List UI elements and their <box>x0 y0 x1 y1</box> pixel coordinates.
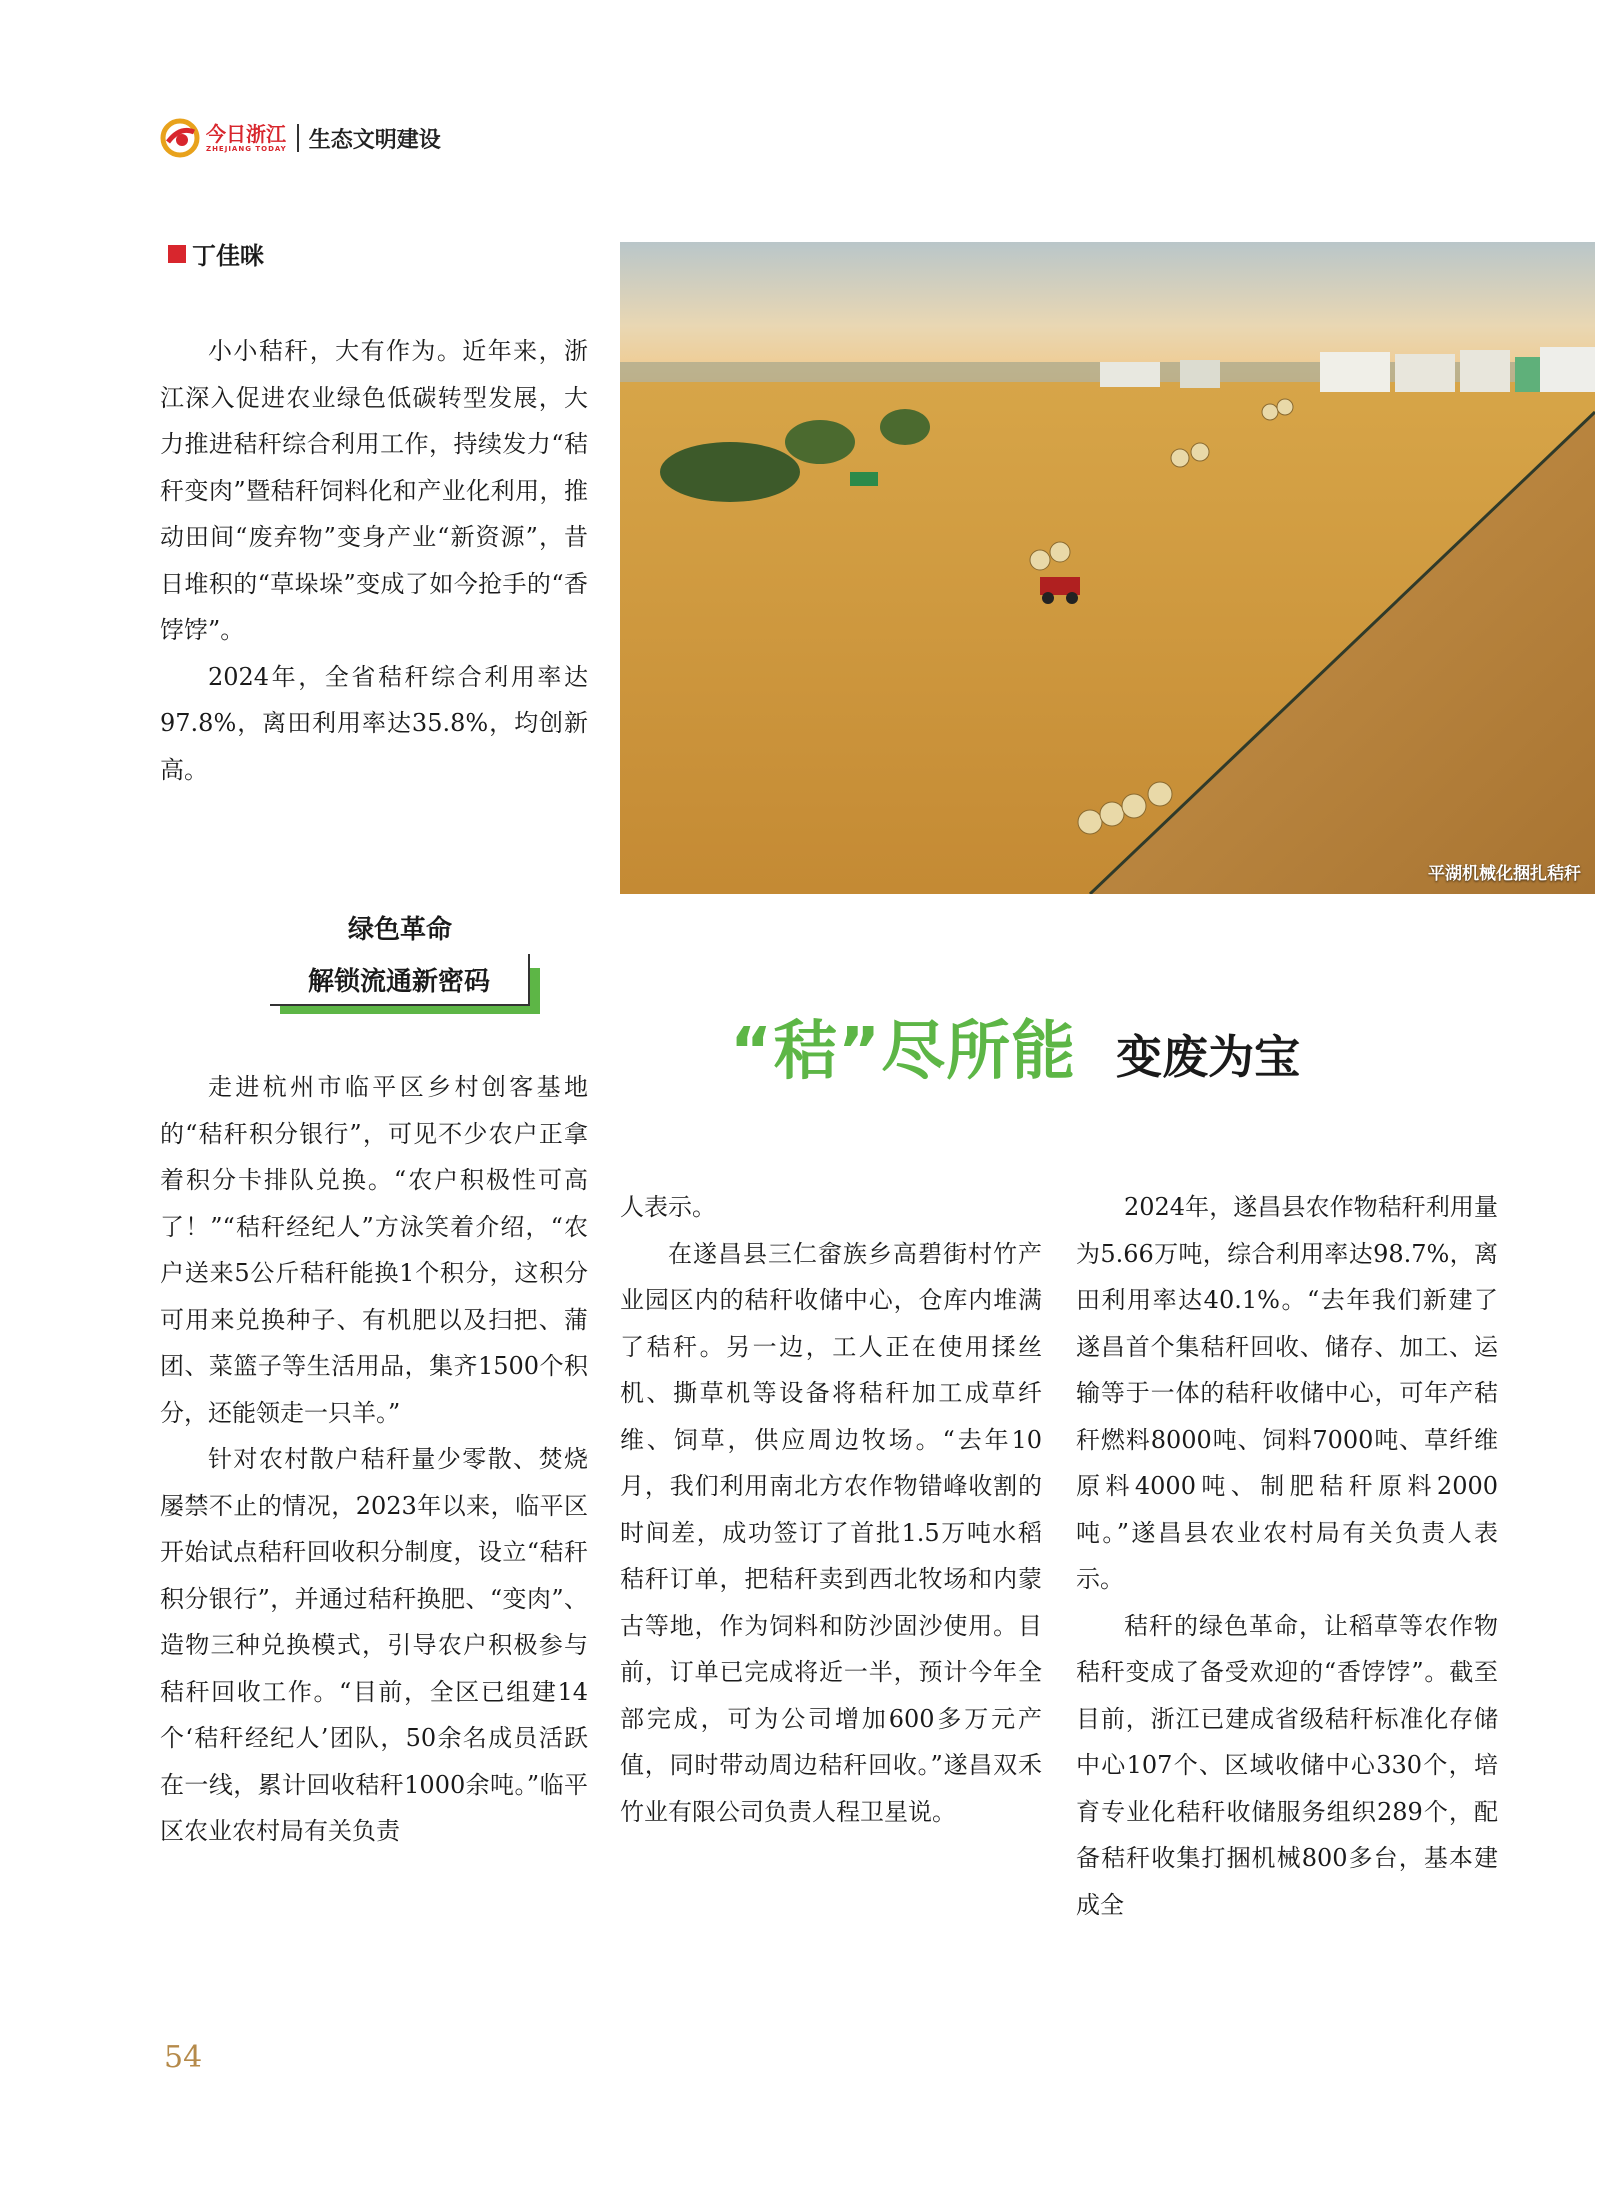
subheading-line1: 绿色革命 <box>347 915 452 945</box>
subheading-frame <box>270 954 530 1006</box>
photo-caption: 平湖机械化捆扎秸秆 <box>1428 864 1581 884</box>
author-name: 丁佳咪 <box>192 242 264 270</box>
column-2 <box>620 1184 1042 1835</box>
body-paragraph: 秸秆的绿色革命，让稻草等农作物秸秆变成了备受欢迎的“香饽饽”。截至目前，浙江已建成省级秸秆标准化存储中心107个、区域收储中心330个，培育专业化秸秆收储服务组织289个，配备秸秆收集打捆机械800多台，基本建成全 <box>1076 1611 1498 1919</box>
headline-sub: 变废为宝 <box>1116 1030 1301 1084</box>
author-marker-icon <box>168 245 186 263</box>
intro-paragraph: 2024年，全省秸秆综合利用率达97.8%，离田利用率达35.8%，均创新高。 <box>160 662 588 784</box>
header-divider <box>297 124 299 152</box>
intro-text <box>160 328 588 793</box>
body-paragraph: 2024年，遂昌县农作物秸秆利用量为5.66万吨，综合利用率达98.7%，离田利用率达40.1%。“去年我们新建了遂昌首个集秸秆回收、储存、加工、运输等于一体的秸秆收储中心，可年产秸秆燃料8000吨、饲料7000吨、草纤维原料4000吨、制肥秸秆原料2000吨。”遂昌县农业农村局有关负责人表示。 <box>1076 1193 1498 1593</box>
headline-main: “秸”尽所能 <box>730 1015 1077 1089</box>
page-number: 54 <box>164 2040 203 2075</box>
farm-field-photo <box>620 242 1595 894</box>
article-headline <box>730 1000 1300 1092</box>
column-3 <box>1076 1184 1498 1928</box>
author-byline <box>168 236 264 271</box>
intro-paragraph: 小小秸秆，大有作为。近年来，浙江深入促进农业绿色低碳转型发展，大力推进秸秆综合利用工作，持续发力“秸秆变肉”暨秸秆饲料化和产业化利用，推动田间“废弃物”变身产业“新资源”，昔日堆积的“草垛垛”变成了如今抢手的“香饽饽”。 <box>160 337 588 644</box>
section-title: 生态文明建设 <box>308 127 441 153</box>
brand-en: ZHEJIANG TODAY <box>206 144 287 153</box>
brand-cn: 今日浙江 <box>206 121 286 146</box>
brand-name <box>206 121 287 153</box>
column-1 <box>160 1064 588 1855</box>
section-subheading <box>270 910 530 1008</box>
body-paragraph: 针对农村散户秸秆量少零散、焚烧屡禁不止的情况，2023年以来，临平区开始试点秸秆回收积分制度，设立“秸秆积分银行”，并通过秸秆换肥、“变肉”、造物三种兑换模式，引导农户积极参与秸秆回收工作。“目前，全区已组建14个‘秸秆经纪人’团队，50余名成员活跃在一线，累计回收秸秆1000余吨。”临平区农业农村局有关负责 <box>160 1445 588 1845</box>
subheading-box <box>270 954 530 1008</box>
body-paragraph: 在遂昌县三仁畲族乡高碧街村竹产业园区内的秸秆收储中心，仓库内堆满了秸秆。另一边，工人正在使用揉丝机、撕草机等设备将秸秆加工成草纤维、饲草，供应周边牧场。“去年10月，我们利用南北方农作物错峰收割的时间差，成功签订了首批1.5万吨水稻秸秆订单，把秸秆卖到西北牧场和内蒙古等地，作为饲料和防沙固沙使用。目前，订单已完成将近一半，预计今年全部完成，可为公司增加600多万元产值，同时带动周边秸秆回收。”遂昌双禾竹业有限公司负责人程卫星说。 <box>620 1239 1042 1826</box>
page-header <box>160 118 441 158</box>
field-illustration <box>620 242 1595 894</box>
magazine-logo-icon <box>160 118 200 158</box>
body-paragraph: 人表示。 <box>620 1193 716 1221</box>
body-paragraph: 走进杭州市临平区乡村创客基地的“秸秆积分银行”，可见不少农户正拿着积分卡排队兑换。“农户积极性可高了！”“秸秆经纪人”方泳笑着介绍，“农户送来5公斤秸秆能换1个积分，这积分可用来兑换种子、有机肥以及扫把、蒲团、菜篮子等生活用品，集齐1500个积分，还能领走一只羊。” <box>160 1073 588 1427</box>
subheading-line2: 解锁流通新密码 <box>307 966 490 997</box>
